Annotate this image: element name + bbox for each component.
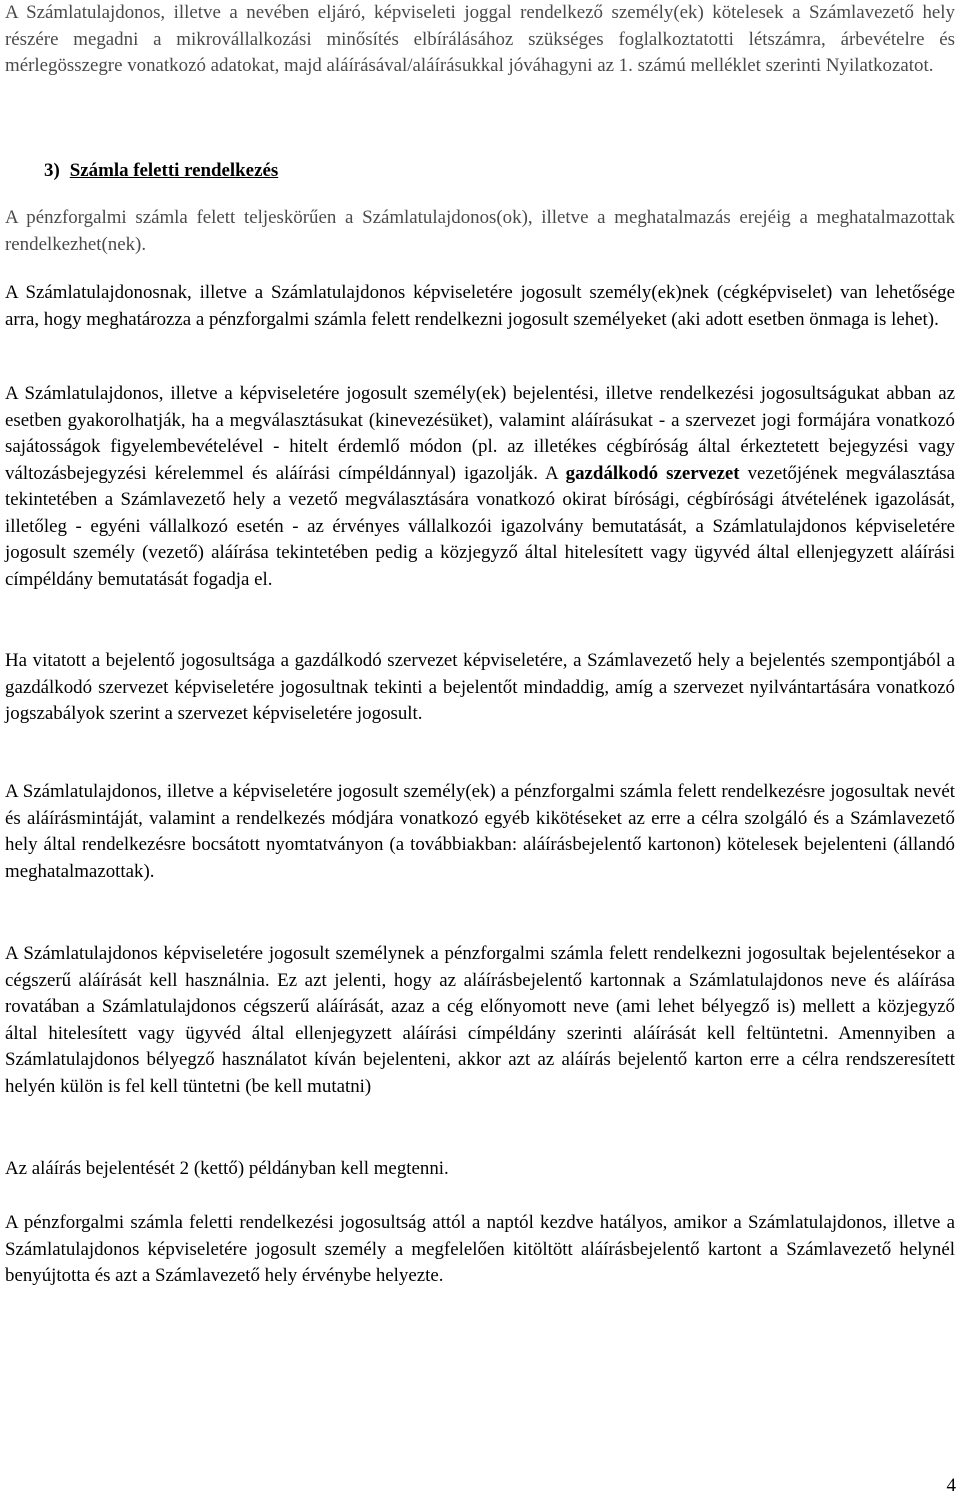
paragraph-4: Ha vitatott a bejelentő jogosultsága a gazdálkodó szervezet képviseletére, a Számlavezető hely a bejelentés szempontjából a gazdálkodó szervezet képviseletére jogosultnak tekinti a bejelentőt mindaddig, amíg a szervezet nyilvántartására vonatkozó jogszabályok szerint a szervezet képviseletére jogosult. — [5, 650, 955, 724]
paragraph-6: A Számlatulajdonos képviseletére jogosult személynek a pénzforgalmi számla felett rendelkezni jogosultak bejelentésekor a cégszerű aláírását kell használnia. Ez azt jelenti, hogy az aláírásbejelentő kartonnak a Számlatulajdonos neve és aláírása rovatában a Számlatulajdonos cégszerű aláírását, azaz a cég előnyomott neve (ami lehet bélyegző is) mellett a közjegyző által hitelesített vagy ügyvéd által ellenjegyzett aláírási címpéldány szerinti aláírását kell feltüntetni. Amennyiben a Számlatulajdonos bélyegző használatot kíván bejelenteni, akkor azt az aláírás bejelentő karton erre a célra rendszeresített helyén külön is fel kell tüntetni (be kell mutatni) — [5, 943, 955, 1097]
paragraph-7: Az aláírás bejelentését 2 (kettő) példányban kell megtenni. — [5, 1158, 449, 1179]
paragraph-3-bold: gazdálkodó szervezet — [565, 462, 740, 484]
page-number: 4 — [946, 1475, 956, 1496]
paragraph-5: A Számlatulajdonos, illetve a képviseletére jogosult személy(ek) a pénzforgalmi számla felett rendelkezésre jogosultak nevét és aláírásmintáját, valamint a rendelkezés módjára vonatkozó egyéb kikötéseket az erre a célra szolgáló és a Számlavezető hely által rendelkezésre bocsátott nyomtatványon (a továbbiakban: aláírásbejelentő kartonon) kötelesek bejelenteni (állandó meghatalmazottak). — [5, 781, 955, 882]
paragraph-3-text-a: A Számlatulajdonos, illetve a képviseletére jogosult személy(ek) bejelentési, illetve rendelkezési jogosultságukat abban az esetben gyakorolhatják, ha a megválasztásukat (kinevezésüket), valamint aláírásukat - a szervezet jogi formájára vonatkozó sajátosságok figyelembevételével - hitelt érdemlő módon (pl. az illetékes cégbíróság által érkeztetett bejegyzési vagy változásbejegyzési kérelemmel és aláírási címpéldánnyal) igazolják. A — [5, 383, 955, 484]
paragraph-2: A Számlatulajdonosnak, illetve a Számlatulajdonos képviseletére jogosult személy(ek)nek (cégképviselet) van lehetősége arra, hogy meghatározza a pénzforgalmi számla felett rendelkezni jogosult személyeket (aki adott esetben önmaga is lehet). — [5, 282, 955, 330]
section-title: Számla feletti rendelkezés — [69, 160, 279, 181]
section-heading — [44, 158, 278, 185]
paragraph-3-text-b: vezetőjének megválasztása tekintetében a Számlavezető hely a vezető megválasztására vonatkozó okirat bírósági, cégbírósági átvételének igazolását, illetőleg - egyéni vállalkozó esetén - az érvényes vállalkozói igazolvány bemutatását, a Számlatulajdonos képviseletére jogosult személy (vezető) aláírása tekintetében pedig a közjegyző által hitelesített vagy ügyvéd által ellenjegyzett aláírási címpéldány bemutatását fogadja el. — [5, 462, 955, 590]
intro-paragraph: A Számlatulajdonos, illetve a nevében eljáró, képviseleti joggal rendelkező személy(ek) kötelesek a Számlavezető hely részére megadni a mikrovállalkozási minősítés elbírálásához szükséges foglalkoztatotti létszámra, árbevételre és mérlegösszegre vonatkozó adatokat, majd aláírásával/aláírásukkal jóváhagyni az 1. számú melléklet szerinti Nyilatkozatot. — [5, 2, 955, 76]
paragraph-8: A pénzforgalmi számla feletti rendelkezési jogosultság attól a naptól kezdve hatályos, amikor a Számlatulajdonos, illetve a Számlatulajdonos képviseletére jogosult személy a megfelelően kitöltött aláírásbejelentő kartont a Számlavezető helynél benyújtotta és azt a Számlavezető hely érvénybe helyezte. — [5, 1212, 955, 1286]
section-number: 3) — [44, 160, 60, 181]
paragraph-1: A pénzforgalmi számla felett teljeskörűen a Számlatulajdonos(ok), illetve a meghatalmazás erejéig a meghatalmazottak rendelkezhet(nek). — [5, 207, 955, 255]
paragraph-3 — [5, 381, 955, 593]
